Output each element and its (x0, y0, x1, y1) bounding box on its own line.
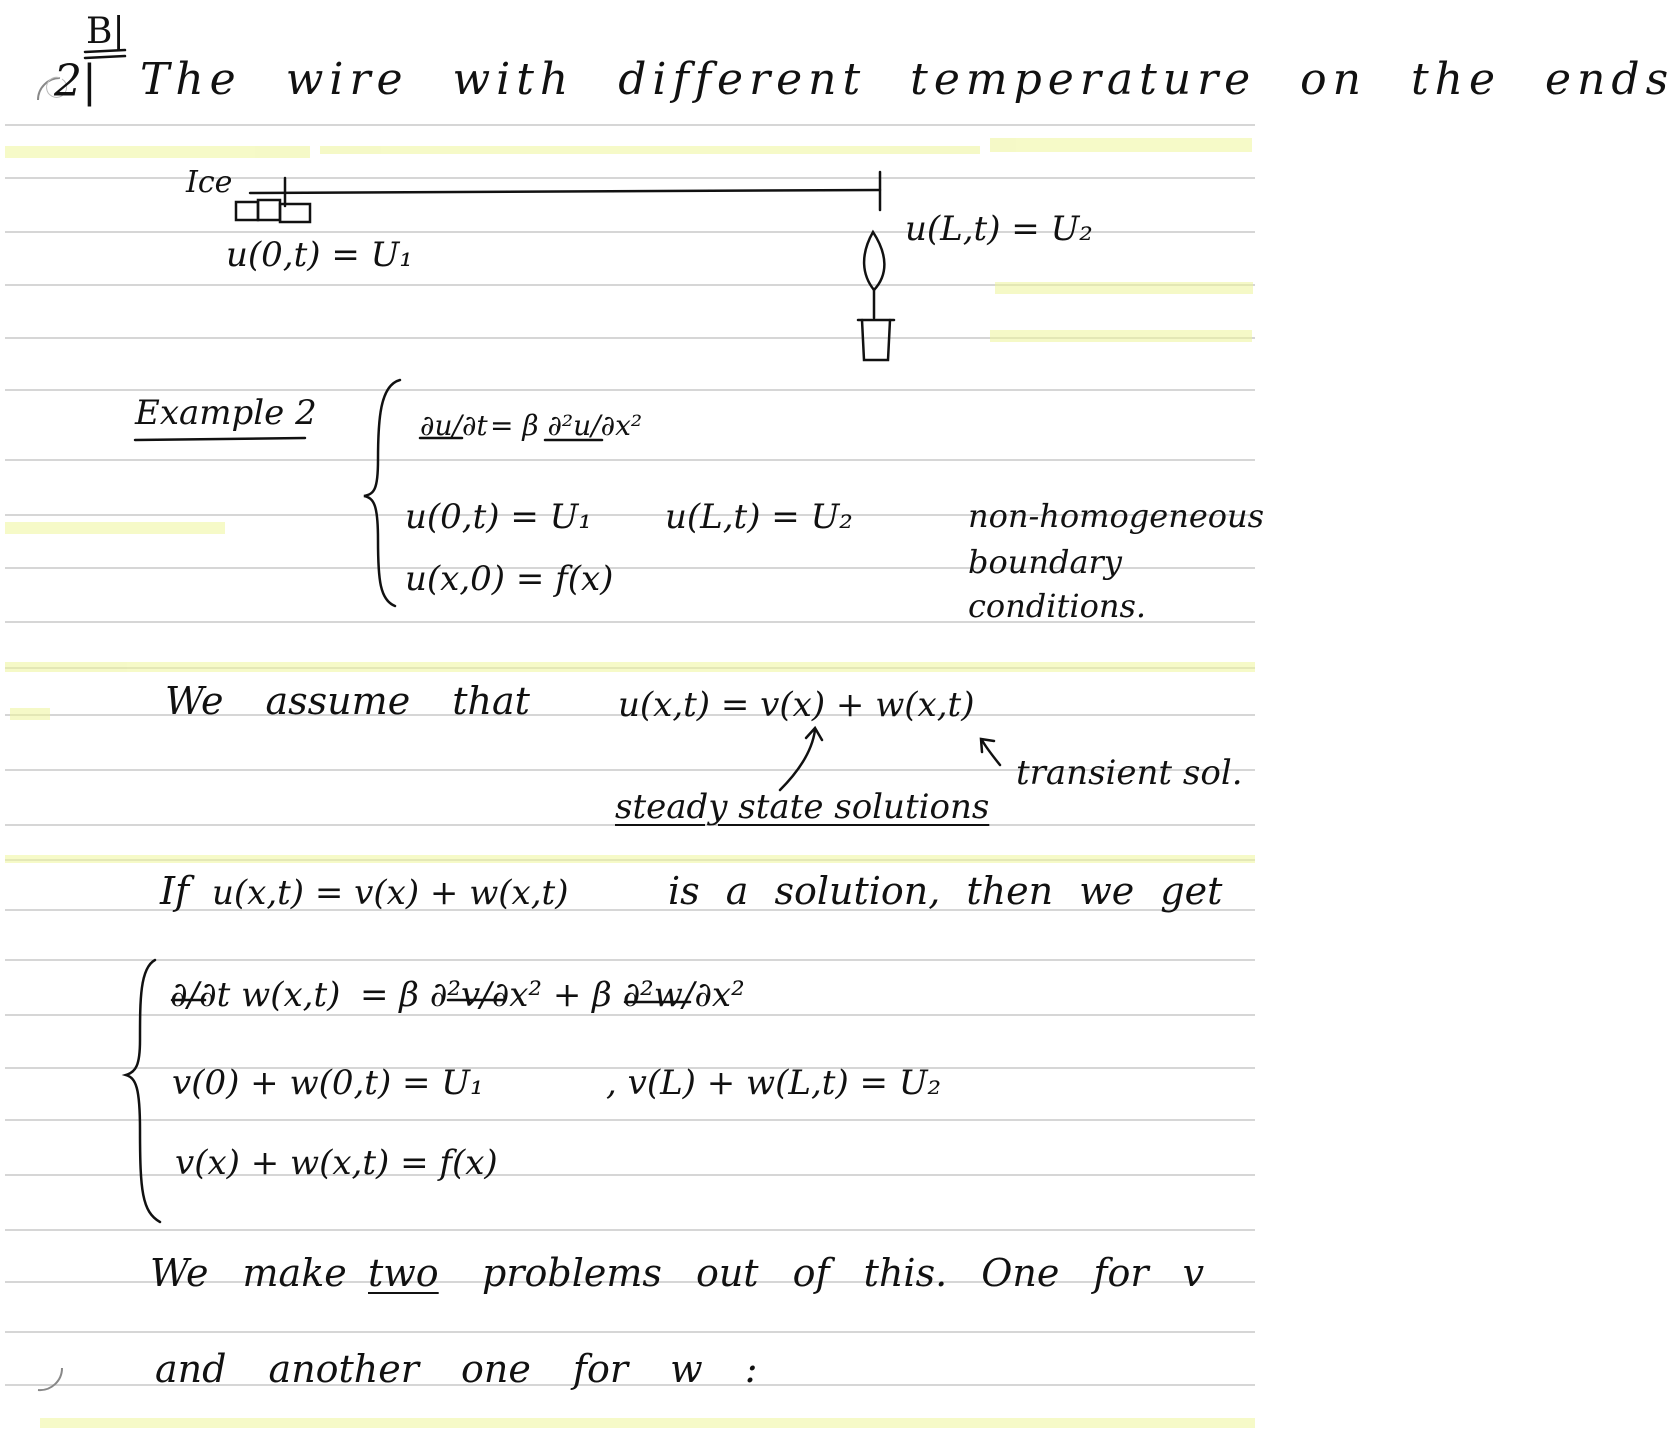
right-boundary-condition: u(L,t) = U₂ (905, 209, 1093, 249)
ice-label: Ice (186, 165, 233, 200)
page-title: The wire with different temperature on the ends (140, 54, 1674, 105)
if-text: If (160, 869, 190, 913)
page-marker: B| (86, 11, 125, 52)
example-initial-condition: u(x,0) = f(x) (405, 559, 614, 599)
section-number: 2| (54, 56, 97, 107)
system-line3: v(x) + w(x,t) = f(x) (175, 1143, 498, 1183)
note-conditions: conditions. (968, 587, 1147, 625)
example-bc-left: u(0,t) = U₁ (405, 497, 592, 537)
if-rest-text: is a solution, then we get (668, 869, 1223, 913)
steady-state-label: steady state solutions (615, 787, 990, 827)
system-line2-left: v(0) + w(0,t) = U₁ (172, 1063, 484, 1103)
left-boundary-condition: u(0,t) = U₁ (226, 235, 413, 275)
system-line2-right: , v(L) + w(L,t) = U₂ (606, 1063, 942, 1103)
note-boundary: boundary (968, 543, 1122, 581)
assume-text: We assume that (165, 679, 530, 723)
closing-line1-post: problems out of this. One for v (482, 1251, 1205, 1295)
example-label: Example 2 (135, 393, 317, 433)
system-line1-rhs: = β ∂²v/∂x² + β ∂²w/∂x² (360, 975, 745, 1015)
assume-equation: u(x,t) = v(x) + w(x,t) (618, 685, 975, 725)
example-bc-right: u(L,t) = U₂ (665, 497, 853, 537)
closing-line1-pre: We make (150, 1251, 347, 1295)
pde-rhs: = β ∂²u/∂x² (490, 409, 643, 442)
closing-line1-emphasis: two (368, 1251, 439, 1295)
transient-label: transient sol. (1016, 753, 1243, 793)
if-equation: u(x,t) = v(x) + w(x,t) (212, 873, 569, 913)
note-nonhomogeneous: non-homogeneous (968, 497, 1265, 535)
pde-lhs: ∂u/∂t (420, 409, 488, 442)
system-line1-lhs: ∂/∂t w(x,t) (170, 975, 341, 1015)
closing-line2: and another one for w : (155, 1347, 758, 1391)
